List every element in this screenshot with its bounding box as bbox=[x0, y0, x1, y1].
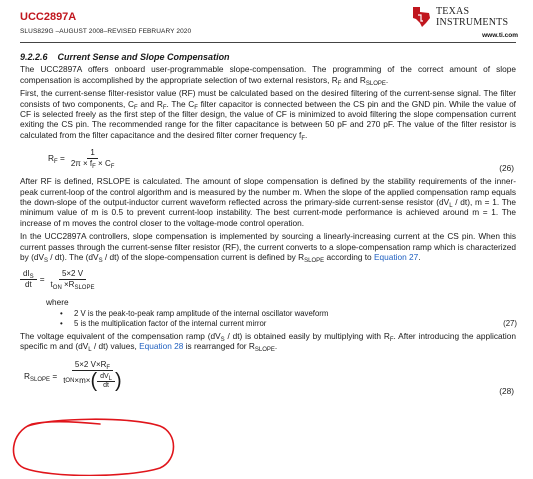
eq26-lhs: $R_F$ = bbox=[48, 153, 65, 166]
where-label: where bbox=[46, 296, 69, 307]
ti-logo bbox=[410, 6, 518, 30]
logo-line-instruments: INSTRUMENTS bbox=[436, 17, 509, 28]
where-list bbox=[60, 309, 516, 329]
eq28-inner-fraction: $\frac{dV_L}{dt}$ bbox=[97, 373, 115, 390]
texas-state-icon bbox=[410, 6, 432, 28]
section-number: 9.2.2.6 bbox=[20, 52, 48, 62]
document-title: UCC2897A bbox=[20, 11, 77, 23]
list-item: • 5 is the multiplication factor of the internal current mirror (27) bbox=[60, 319, 516, 329]
equation-number: (26) bbox=[499, 162, 514, 173]
eq26-fraction: $\frac{1}{2\pi \times f_F \times C_F}$ bbox=[70, 147, 115, 170]
paragraph-implementation: In the UCC2897A controllers, slope compensation is implemented by sourcing a linearly-increasing current at the CS pin. When this current passes through the current-sense filter resistor (RF), the current converts to a slope-compensation ramp which is characterized by $(dV_S / dt)$. The $(dV_S / dt)$ of the slope-compensation current is defined by $R_{SLOPE}$ according to Equation 27. bbox=[20, 231, 516, 265]
red-annotation-circle bbox=[10, 418, 176, 476]
eq28-fraction: 5×2 $V\times R_F$ t ON ×m× ( $\frac{dV_L}{dt}$ ) bbox=[63, 360, 122, 393]
section-heading bbox=[20, 52, 516, 62]
page-header bbox=[20, 6, 520, 44]
paragraph-rslope: After RF is defined, RSLOPE is calculated. The amount of slope compensation is defined by the stability requirements of the inner-peak current-loop of the control algorithm and is measured by the number m. When the slope of the applied compensation ramp equals the down-slope of the output-inductor current waveform reflected across the primary-side current-sense resistor $(dV_L / dt)$, m = 1. The minimum value of m is 0.5 to prevent current-loop instability. The best current-mode performance is achieved around m = 1. The increase of m moves the control closer to the voltage-mode control operation. bbox=[20, 176, 516, 228]
section-title: Current Sense and Slope Compensation bbox=[57, 52, 230, 62]
equation-number: (27) bbox=[503, 318, 517, 328]
equation-number: (28) bbox=[499, 386, 514, 397]
eq27-rhs-fraction: $\frac{5\times 2 V}{t_{ON} \times R_{SLOPE}}$ bbox=[50, 269, 95, 291]
header-divider bbox=[20, 42, 516, 43]
paragraph-voltage-equivalent: The voltage equivalent of the compensation ramp $(dV_S / dt)$ is obtained easily by multiplying with $R_F$. After introducing the application specific m and $(dV_L / dt)$ values, Equation 28 is rearranged for $R_{SLOPE}$. bbox=[20, 330, 516, 354]
logo-line-texas: TEXAS bbox=[436, 6, 470, 17]
equation-28 bbox=[20, 355, 516, 397]
equation-27-link[interactable]: Equation 27 bbox=[373, 252, 419, 263]
eq28-lhs: $R_{SLOPE}$ = bbox=[24, 370, 58, 383]
paragraph-intro: The UCC2897A offers onboard user-programmable slope-compensation. The programming of the correct amount of slope compensation is accomplished by the appropriate selection of two external resistors, $R_F$ and $R_{SLOPE}$. bbox=[20, 64, 516, 87]
document-revision: SLUS829G –AUGUST 2008–REVISED FEBRUARY 2020 bbox=[20, 28, 192, 35]
document-body bbox=[20, 46, 516, 400]
list-item: • 2 V is the peak-to-peak ramp amplitude of the internal oscillator waveform bbox=[60, 309, 516, 319]
equation-27: $\frac{dI_S}{dt}$ = $\frac{5\times 2 V}{t_{ON} \times R_{SLOPE}}$ bbox=[20, 266, 516, 294]
website-link[interactable]: www.ti.com bbox=[482, 32, 518, 39]
eq27-lhs-fraction: $\frac{dI_S}{dt}$ bbox=[20, 269, 37, 290]
equation-26 bbox=[20, 143, 516, 173]
paragraph-filter: First, the current-sense filter-resistor value (RF) must be calculated based on the desired filtering of the current-sense signal. The filter consists of two components, $C_F$ and $R_F$. The $C_F$ filter capacitor is connected between the CS pin and the GND pin. While the value of CF is selected freely as the first step of the filter design, the value of CF is minimized to avoid filtering the slope compensation current exiting the CS pin. The recommended range for the filter capacitance is between 50 pF and 270 pF. The value of the filter resistor is calculated from the filter capacitance and the desired filter corner frequency $f_F$. bbox=[20, 88, 516, 142]
equation-28-link[interactable]: Equation 28 bbox=[139, 341, 184, 352]
